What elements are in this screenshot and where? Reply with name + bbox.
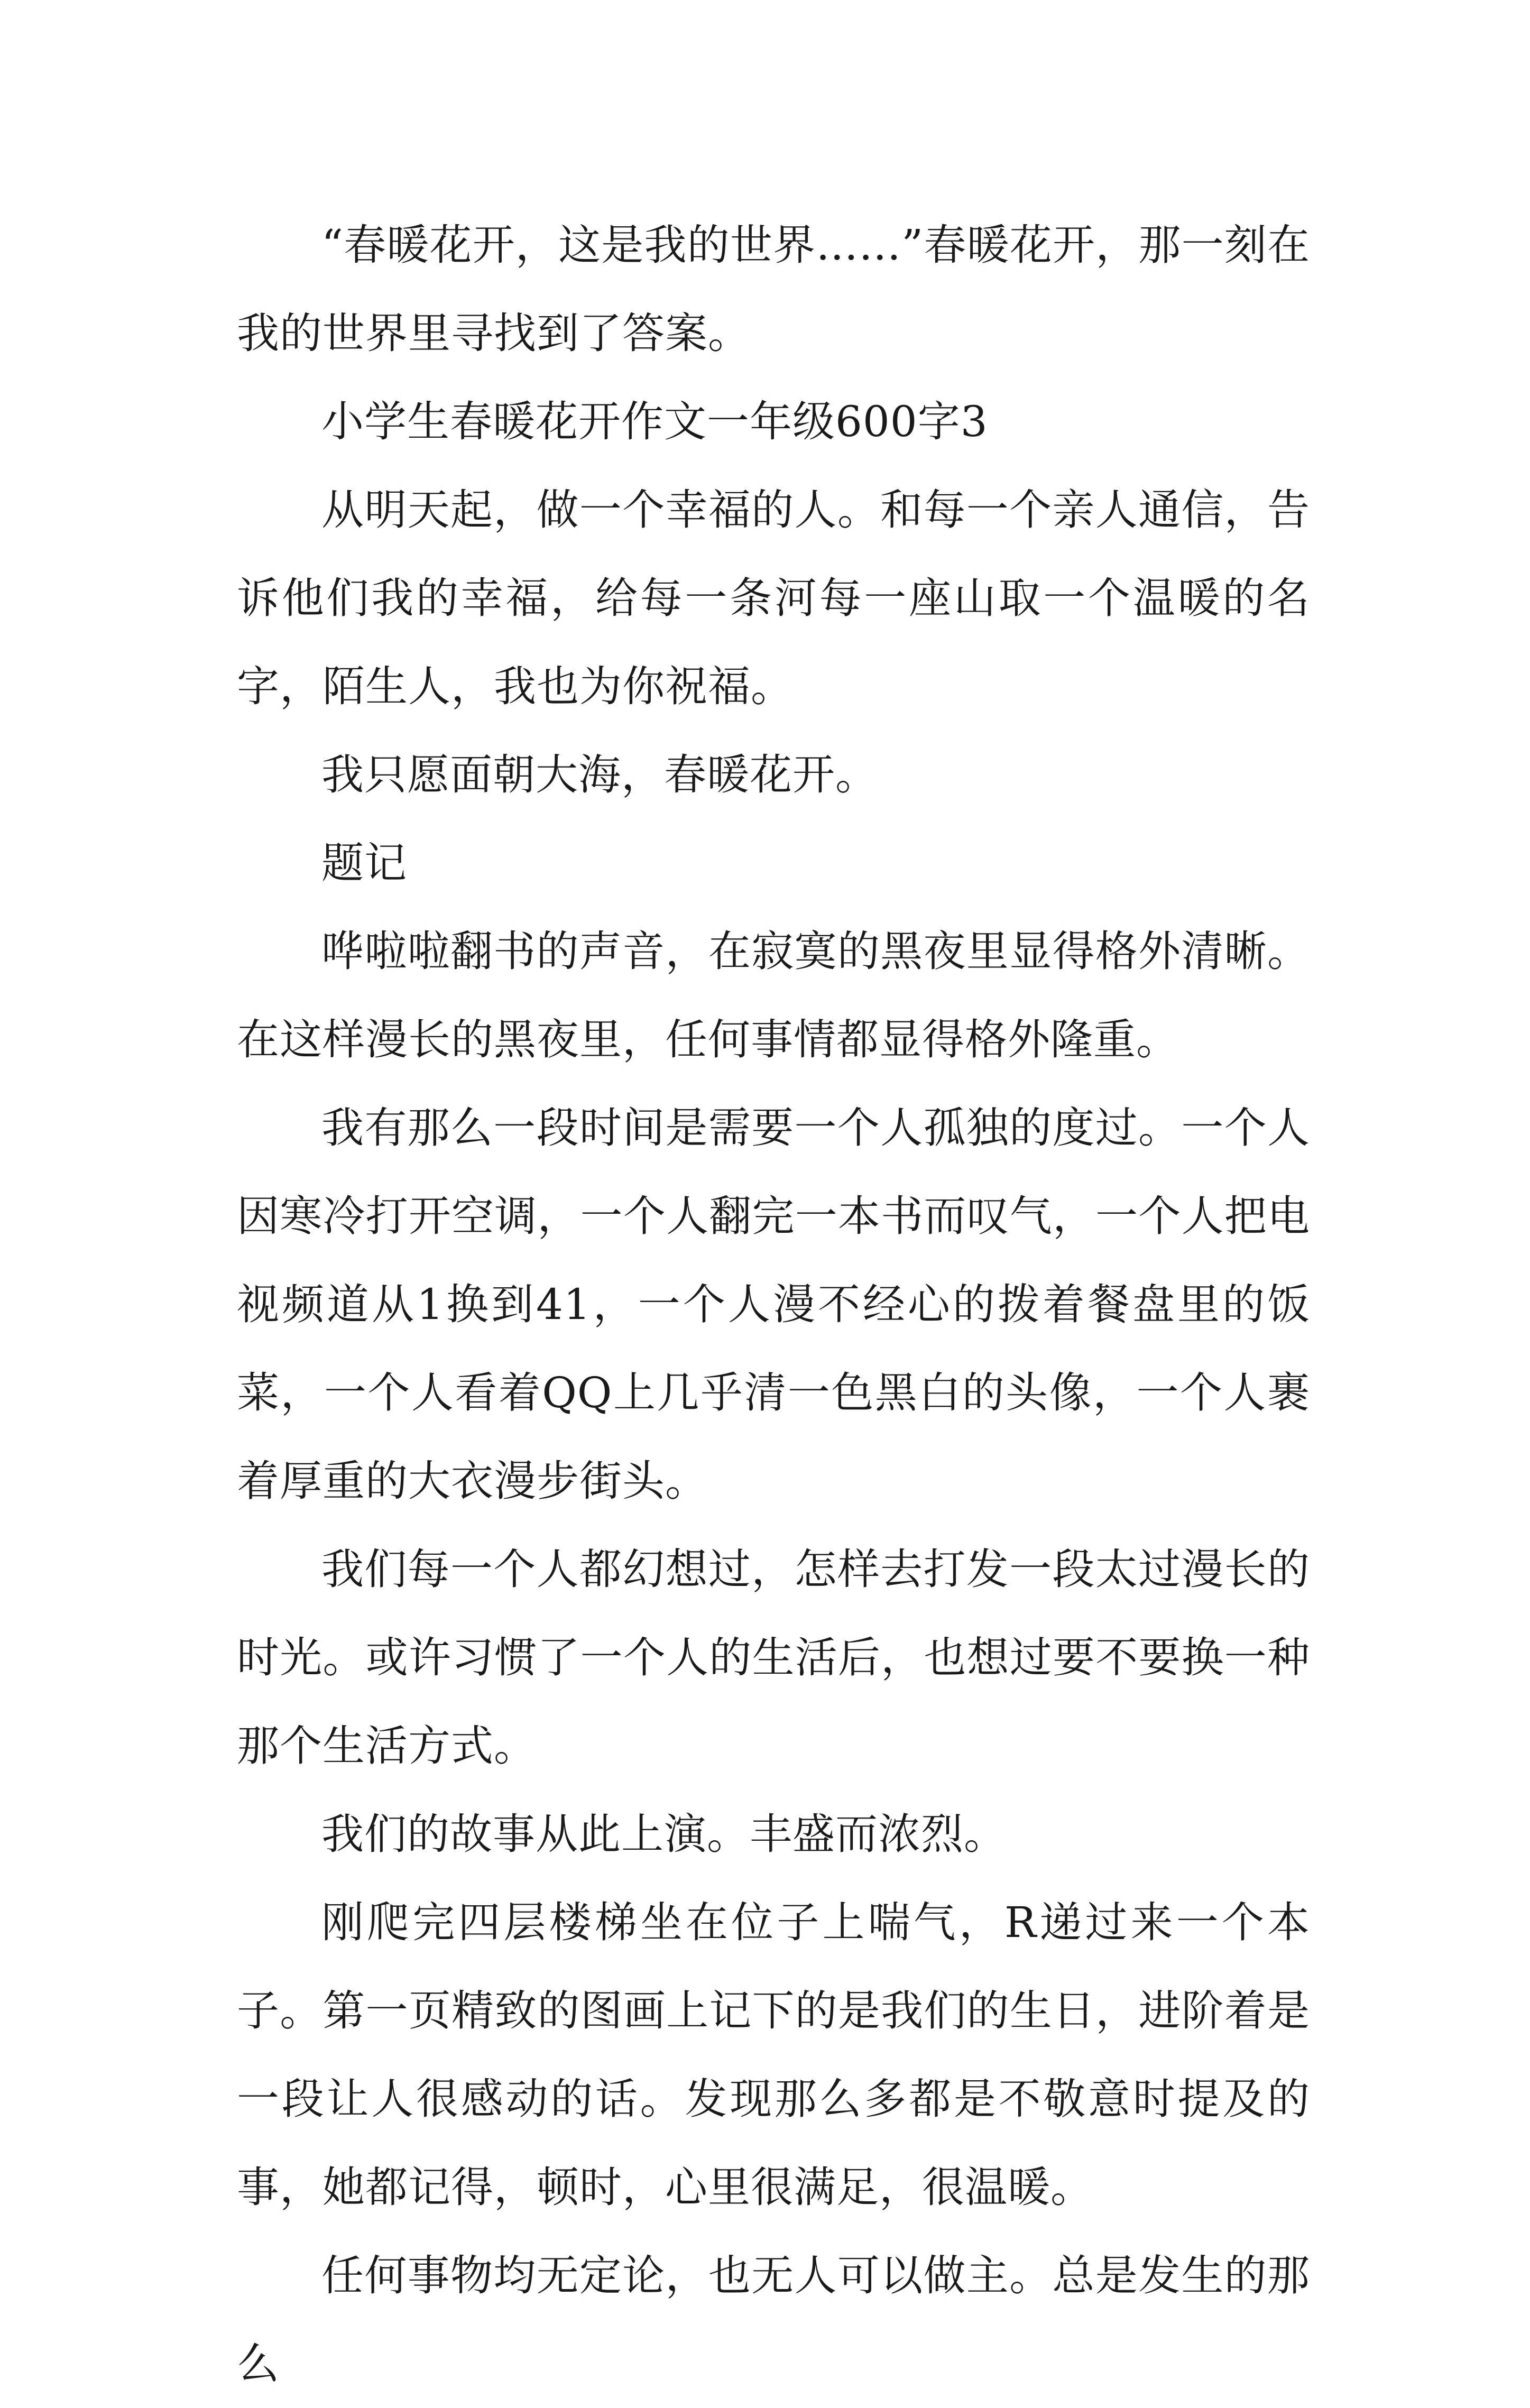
paragraph: 我们每一个人都幻想过，怎样去打发一段太过漫长的时光。或许习惯了一个人的生活后，也想过要不要换一种那个生活方式。 [237, 1545, 1310, 1770]
paragraph: 题记 [321, 838, 407, 888]
paragraph: 我只愿面朝大海，春暖花开。 [321, 750, 878, 799]
paragraph: 任何事物均无定论，也无人可以做主。总是发生的那么 [237, 2251, 1310, 2388]
paragraph: 从明天起，做一个幸福的人。和每一个亲人通信，告诉他们我的幸福，给每一条河每一座山取一个温暖的名字，陌生人，我也为你祝福。 [237, 485, 1310, 711]
paragraph: 哗啦啦翻书的声音，在寂寞的黑夜里显得格外清晰。在这样漫长的黑夜里，任何事情都显得格外隆重。 [237, 927, 1310, 1064]
document-body [237, 201, 1310, 2408]
paragraph: 我有那么一段时间是需要一个人孤独的度过。一个人因寒冷打开空调，一个人翻完一本书而叹气，一个人把电视频道从1换到41，一个人漫不经心的拨着餐盘里的饭菜，一个人看着QQ上几乎清一色黑白的头像，一个人裹着厚重的大衣漫步街头。 [237, 1103, 1310, 1506]
paragraph: “春暖花开，这是我的世界……”春暖花开，那一刻在我的世界里寻找到了答案。 [237, 220, 1310, 358]
paragraph: 我们的故事从此上演。丰盛而浓烈。 [321, 1810, 1007, 1859]
paragraph: 刚爬完四层楼梯坐在位子上喘气，R递过来一个本子。第一页精致的图画上记下的是我们的生日，进阶着是一段让人很感动的话。发现那么多都是不敬意时提及的事，她都记得，顿时，心里很满足，很温暖。 [237, 1898, 1310, 2212]
section-heading: 小学生春暖花开作文一年级600字3 [321, 397, 988, 446]
